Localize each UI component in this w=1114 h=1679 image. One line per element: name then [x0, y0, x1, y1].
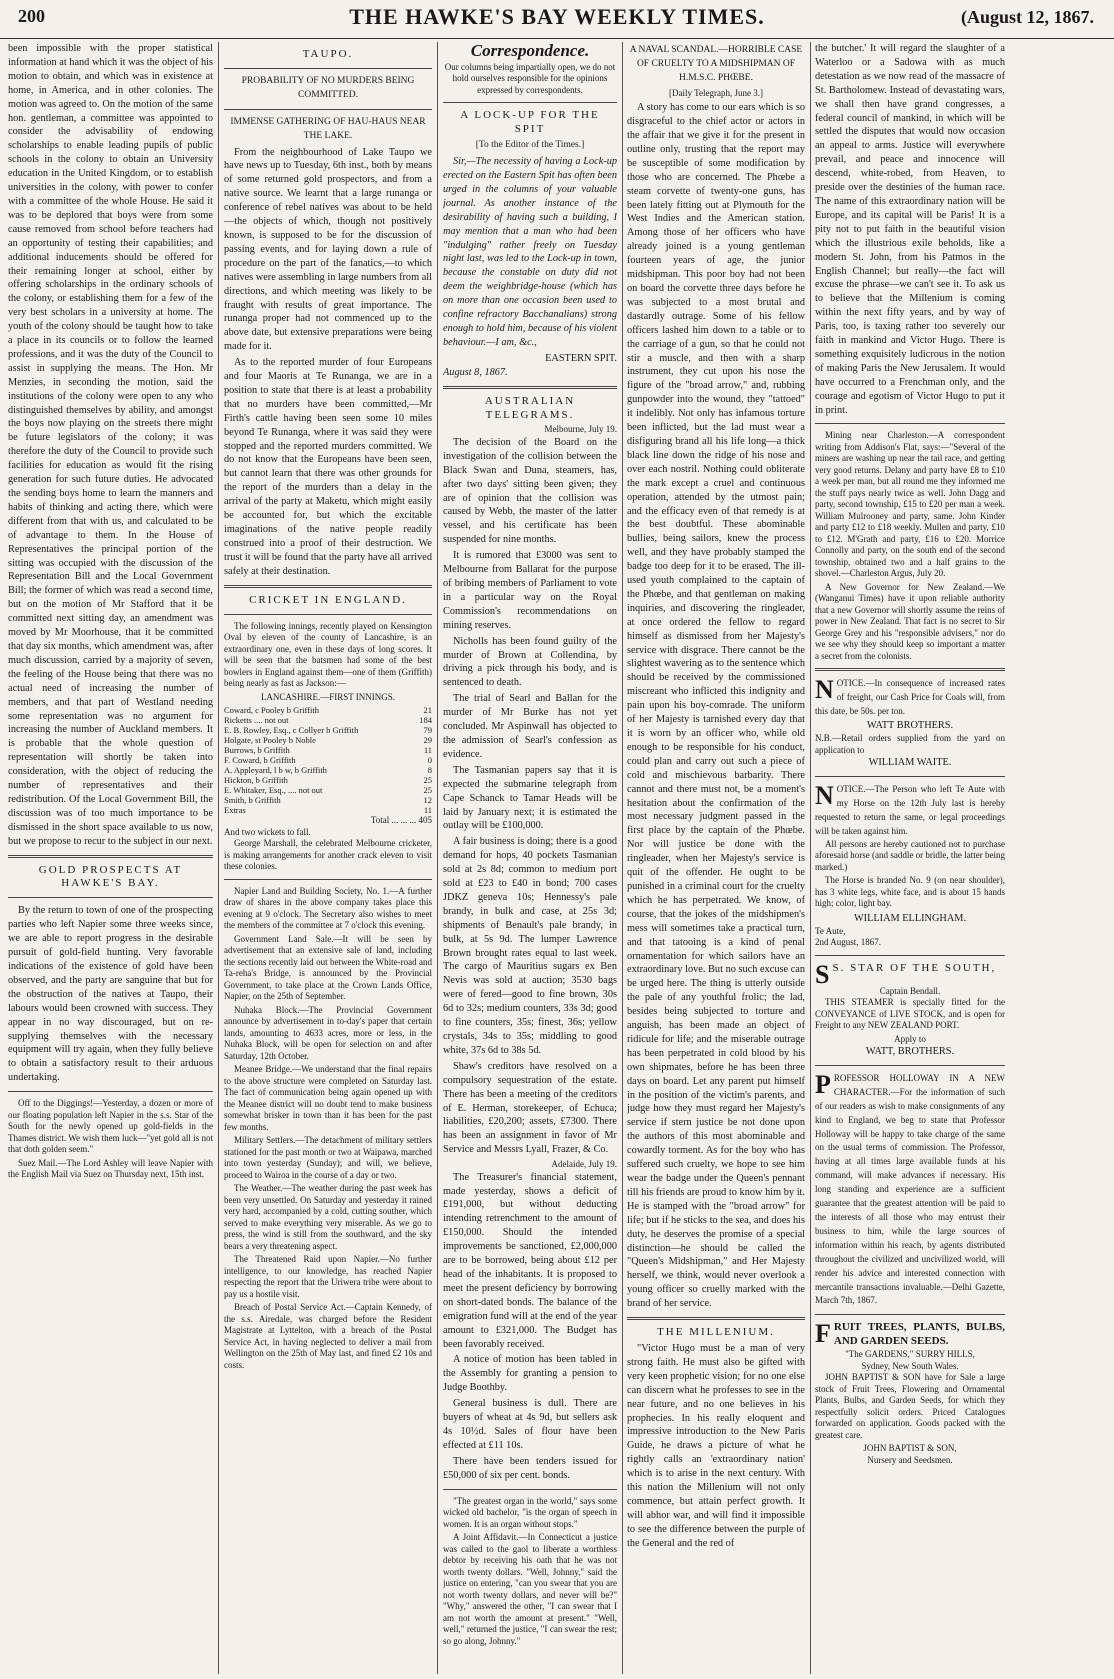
organ-quip: "The greatest organ in the world," says some wicked old bachelor, "is the organ of speech in women. It is an organ without stops."	[443, 1495, 617, 1529]
telegram-paragraph: A fair business is doing; there is a good demand for hops, 40 pockets Tasmanian sold at 2s 8d; common to medium port sold at £23 to £40 in bond; 700 cases JDKZ geneva 10s; Hennessy's pale brandy, in bulk and case, at 25s 3d; shipments of Benault's pale brandy, in bulk, at 5s 9d. The lumper Lawrence Brown brought rates equal to last week. The cargo of Mauritius sugars ex Ben Nevis was sold at auction; 3530 bags were of fered—good to fine brown, 30s 6d to 32s; medium counters, 33s 3d; good to fine counters, 35s; finest, 36s; yellow crystals, 34s to 35s; middling to good white, 37s 6d to 38s 5d.	[443, 836, 617, 1056]
holloway-advert: PROFESSOR HOLLOWAY IN A NEW CHARACTER.—For the information of such of our readers as wish to make consignments of any kind to England, we beg to state that Professor Holloway will be happy to take charge of the same on the usual terms of commission. The Professor, having at all times large available funds at his command, will make advances if necessary. His long standing and experience are a sufficient guarantee that the greatest attention will be paid to the interests of all those who may entrust their business to him, while the large sources of information within his reach, by agents distributed throughout the civilized and uncivilized world, will render his advice and interested connection with mercantile transactions invaluable.—Delhi Gazette, March 7th, 1867.	[815, 1069, 1005, 1306]
taupo-heading: TAUPO.	[302, 48, 354, 60]
table-row: Hickton, b Griffith 25	[224, 775, 432, 786]
table-row: A. Appleyard, l b w, b Griffith 8	[224, 765, 432, 776]
table-row: F. Coward, b Griffith 0	[224, 755, 432, 766]
notice-horse-advert: NOTICE.—The Person who left Te Aute with my Horse on the 12th July last is hereby requested to return the same, or legal proceedings will be taken against him. All persons are hereby cautioned not to purchase aforesaid horse (and saddle or bridle, the latter being marked.) The Horse is branded No. 9 (on near shoulder), has 3 white legs, white face, and is about 15 hands high; color, light bay. WILLIAM ELLINGHAM. Te Aute, 2nd August, 1867.	[815, 781, 1005, 948]
raid-note: The Threatened Raid upon Napier.—No further intelligence, to our knowledge, has reached Napier respecting the report that the Uriwera tribe were about to pay us a hostile visit.	[224, 1254, 432, 1299]
correspondence-note: Our columns being impartially open, we do not hold ourselves responsible for the opinions expressed by correspondents.	[444, 61, 616, 95]
breach-note: Breach of Postal Service Act.—Captain Kennedy, of the s.s. Airedale, was charged before the Resident Magistrate at Lyttelton, with a breach of the Postal Service Act, in having neglected to deliver a mail from Wellington on the 25th of May last, and fined £2 10s and costs.	[224, 1302, 432, 1370]
lockup-signature: EASTERN SPIT.	[545, 352, 617, 364]
notice-coals-advert: NOTICE.—In consequence of increased rates of freight, our Cash Price for Coals will, from this date, be 50s. per ton. WATT BROTHERS. N.B.—Retail orders supplied from the yard on application to WILLIAM WAITE.	[815, 675, 1005, 769]
lockup-body: Sir,—The necessity of having a Lock-up erected on the Eastern Spit has often been urged in the columns of your valuable journal. As another instance of the desirability of having such a building, I may mention that a man who had been "indulging" rather freely on Tuesday night last, was led to the Lock-up in town, because the constable on duty did not deem the weighbridge-house (which has on more than one occasion been used to confine refractory Bacchanalians) strong enough to hold him, because of his violent behaviour.—I am, &c.,	[443, 156, 617, 348]
suez-mail-note: Suez Mail.—The Lord Ashley will leave Napier with the English Mail via Suez on Thursday next, 15th inst.	[8, 1157, 213, 1180]
taupo-body-1: From the neighbourhood of Lake Taupo we have news up to Tuesday, 6th inst., both by means of some returned gold prospectors, and from a native source. We learnt that a large runanga or conference of rebel natives was about to be held—the objects of which, though not positively known, is supposed to be for the discussion of passing events, and for laying down a rule of procedure on the part of the fanatics,—to which natives were assembling in large numbers from all directions, and which meeting was likely to be fraught with results of great importance. The runanga proper had not commenced up to the above date, but extensive preparations were being made for it.	[224, 146, 432, 353]
lockup-date: August 8, 1867.	[443, 366, 508, 378]
column-4	[627, 42, 805, 1674]
taupo-body-2: As to the reported murder of four Europeans and four Maoris at Te Runanga, we are in a position to state that there is at least a probability that no murders have been committed,—Mr Firth's cattle having been seen some 10 miles beyond Te Runanga, where it was said they were stopped and the reported murders committed. We do not know that the Europeans have been seen, but cannot learn that there was other grounds for the report of the murders than a delay in the arrival of the party at Maketu, which might easily be accounted for, but which the excitable imaginations of the native people readily construed into a proof of their destruction. We trust it will be found that the party have all arrived safely at their destination.	[224, 357, 432, 577]
telegram-paragraph: The Treasurer's financial statement, made yesterday, shows a deficit of £191,000, but without deducting intending retrenchment to the amount of £150,000. Should the intended improvements be sanctioned, £2,000,000 are to be borrowed, being about £12 per head of the inhabitants. It is proposed to meet the present deficiency by borrowing on short-dated bonds. The balance of the emigration fund will at the end of the year amount to £321,000. The Budget has been favorably received.	[443, 1171, 617, 1350]
score-total: Total ... ... ... 405	[370, 815, 432, 826]
lockup-heading: A LOCK-UP FOR THE SPIT	[460, 109, 600, 136]
page-number: 200	[18, 6, 45, 26]
table-row: Ricketts .... not out 184	[224, 715, 432, 726]
millenium-body: "Victor Hugo must be a man of very strong faith. He must also be gifted with very keen prophetic vision; for no one else can discern what he professes to see in the near future, and no one believes in his prophecies. In his really eloquent and impressive introduction to the New Paris Guide, he draws a picture of what he rightly calls an 'extraordinary nation' which is to arise in the next century. With this nation the Millenium will not only commence, but attain perfect growth. It will abhor war, and will find it impossible to see the difference between the purple of the General and the red of	[627, 1342, 805, 1549]
fruit-trees-advert: FRUIT TREES, PLANTS, BULBS, AND GARDEN SEEDS. "The GARDENS," SURRY HILLS, Sydney, New South Wales. JOHN BAPTIST & SON have for Sale a large stock of Fruit Trees, Flowering and Ornamental Plants, Bulbs, and Garden Seeds, for which they respectfully solicit orders. Priced Catalogues forwarded on application. Goods packed with the greatest care. JOHN BAPTIST & SON, Nursery and Seedsmen.	[815, 1319, 1005, 1465]
column-rule	[218, 42, 219, 1674]
gov-land-note: Government Land Sale.—It will be seen by advertisement that an extensive sale of land, including the sections recently laid out between the White-road and Ta-reha's Bridge, is announced by the Provincial Government, to take place at the Crown Lands Office, Napier, on the 25th of September.	[224, 933, 432, 1002]
column-rule	[437, 42, 438, 1674]
score-note: And two wickets to fall.	[224, 826, 311, 837]
correspondence-heading: Correspondence.	[470, 42, 590, 60]
naval-scandal-body: A story has come to our ears which is so disgraceful to the chief actor or actors in the affair that we give it for the present in outline only, trusting that the report may be susceptible of some modification by those who are concerned. The Phœbe a steam corvette of twenty-one guns, has been lately fitting out at Plymouth for the West Indies and the American station. Among those of her officers who have already joined is a young gentleman fourteen years of age, the junior midshipman. This poor boy had not been on board the corvette three days before he was subjected to a most brutal and dastardly outrage. Some of his fellow officers lashed him down to a table or to the carriage of a gun, so that he could not stir a muscle, and then with a sharp instrument, they cut upon his nose the figure of the "broad arrow," and, rubbing gunpowder into the wound, they "tattoed" it indelibly. Not only has infamous torture been inflicted, but the lad must wear a disfiguring brand all his life long—a thick black line down the ridge of his nose and over each nostril. Nothing could obliterate the mark except a cruel and continuous operation, attended by the utmost pain; and the efficacy even of that remedy is at the best doubtful. These abominable bullies, being sailors, knew the process well, and they have probably stamped the badge too deep for it to be erased. The ill-used youth complained to the captain of the Phœbe, and that gentleman on making inquiries, and discovering the ringleader, at once ordered the fellow to regard himself as dismissed from her Majesty's service with disgrace. There cannot be the slightest wavering as to the sentence which should be received by the commissioned miscreant who inflicted this indignity and pain upon his boy-comrade. The uniform of her Majesty is tarnished every day that it is worn by an officer who, while old enough to be responsible for his conduct, could plan and carry out such a piece of cold and mischievous barbarity. There cannot and there must not, be a moment's hesitation about the confirmation of the most necessary judgment passed in the first place by the captain of the Phœbe. Nor will justice be done with the ringleader, when her Majesty's service is quit of the offender. He ought to be punished in a criminal court for the cruelty which he has perpetrated. We know, of course, that the jokes of the midshipmen's mess will sometimes take a practical turn, and that tatooing is a kind of penal ornamentation for which sailors have an extraordinary love. But no such excuse can be urged here. The thing is utterly outside the pale of any youthful frolic; the lad, besides being subjected to torture and anguish, has been made an object of ridicule for life; and the miserable outrage has been perpetrated in cold blood by his own shipmates, before he has been three days on board. Let any parent put himself in the position of the victim's parents, and judge how they must regard her Majesty's service if stern justice be not done upon the authors of this most abominable and cowardly torment. As for the boy who has suffered such cruelty, we hope to see him wear the badge under the Queen's pennant till his friends are proud to know him by it. He is stamped with the "broad arrow" for life; but if he sticks to the sea, and does his duty, he deserves the promise of a special distinction—he should be called the "Queen's Midshipman," and Her Majesty herself, we think, would never overlook a young officer so cruelly marked with the brand of her service.	[627, 102, 805, 1310]
governor-note: A New Governor for New Zealand.—We (Wanganui Times) have it upon reliable authority that a new Governor will shortly assume the reins of power in New Zealand. That fact is no secret to Sir George Grey and his "responsible advisers," nor do we see why they should keep so important a matter a secret from the colonists.	[815, 581, 1005, 661]
millenium-continued: the butcher.' It will regard the slaughter of a Waterloo or a Sadowa with as much detestation as we now read of the massacre of St. Bartholomew. Instead of devastating wars, we shall then have grand congresses, a federal council of mankind, in which will be settled the disputes that would now occasion an appeal to arms. Justice will everywhere prevail, and peace and innocence will descend, white-robed, from Heaven, to preside over the destinies of the human race. The name of this extraordinary nation will be Europe, and its capital will be Paris! It is a pity not to put faith in the beautiful vision which the illustrious exile beholds, like a modern St. John, from his Patmos in the English Channel; but really—the fact will excuse the phrase—we can't see it. To ask us to believe that the Millenium is coming within the next fifty years, and by way of Paris, too, is taxing rather too severely our faith in mankind and Victor Hugo. There is something exquisitely ludicrous in the notion of making Paris the New Jerusalem. It would have occurred to a Frenchman only, and the courage and egotism of Victor Hugo to put it in print.	[815, 43, 1005, 416]
military-note: Military Settlers.—The detachment of military settlers stationed for the past month or two at Waipawa, marched into town yesterday (Sunday); and will, we believe, proceed to Wairoa in the course of a day or two.	[224, 1135, 432, 1180]
table-row: Holgate, st Pooley b Noble 29	[224, 735, 432, 746]
table-row: Extras 11	[224, 805, 432, 816]
telegram-paragraph: Shaw's creditors have resolved on a compulsory sequestration of the estate. There has been a meeting of the creditors of E. Herman, storekeeper, of Echuca; liabilities, £20,200; assets, £7300. There has been an assignment in favor of Mr Service and Messrs Lyall, Frazer, & Co.	[443, 1060, 617, 1156]
lockup-to-editor: [To the Editor of the Times.]	[475, 140, 585, 151]
naval-scandal-heading: A NAVAL SCANDAL.—HORRIBLE CASE OF CRUELTY TO A MIDSHIPMAN OF H.M.S.C. PHŒBE.	[629, 45, 803, 83]
marshall-note: George Marshall, the celebrated Melbourne cricketer, is making arrangements for another crack eleven to visit these colonies.	[224, 838, 432, 872]
table-row: Smith, b Griffith 12	[224, 795, 432, 806]
telegram-paragraph: It is rumored that £3000 was sent to Melbourne from Ballarat for the purpose of bribing members of Parliament to vote in a particular way on the Royal Commission's recommendations on mining reserves.	[443, 550, 617, 631]
taupo-subheading-2: IMMENSE GATHERING OF HAU-HAUS NEAR THE LAKE.	[230, 116, 426, 141]
telegram-paragraph: General business is dull. There are buyers of wheat at 4s 9d, but sellers ask 4s 10½d. Sales of flour have been effected at £11 10s.	[443, 1398, 617, 1451]
telegram-paragraph: The decision of the Board on the investigation of the collision between the Black Swan and Duna, steamers, has, after two days' sitting been given; they are of opinion that the collision was caused by Webb, the master of the latter vessel, and his certificate has been suspended for nine months.	[443, 436, 617, 546]
affidavit-anecdote: A Joint Affidavit.—In Connecticut a justice was called to the gaol to liberate a worthless debtor by receiving his oath that he was not worth twenty dollars. "Well, Johnny," said the justice on entering, "can you swear that you are not worth twenty dollars, and never will be?" "Why," answered the other, "I can swear that I am not worth the amount at present." "Well, well," returned the justice, "I can swear the rest; so go along, Johnny."	[443, 1532, 617, 1646]
gold-prospects-body: By the return to town of one of the prospecting parties who left Napier some three weeks since, we are able to report progress in the desirable pursuit of gold-field hunting. Very favorable indications of the existence of gold have been observed, and the party are sanguine that but for the obstruction of the natives at Taupo, their labours would been crowned with success. They appear in no way discouraged, but on re-supplying themselves with the necessary equipment will try again, when they fully believe to obtain a satisfactory result to their arduous undertaking.	[8, 905, 213, 1084]
naval-source: [Daily Telegraph, June 3.]	[669, 87, 763, 98]
masthead	[0, 0, 1114, 39]
melbourne-dateline: Melbourne, July 19.	[544, 424, 617, 435]
diggings-note: Off to the Diggings!—Yesterday, a dozen or more of our floating population left Napier in the s.s. Star of the South for the newly opened up gold-fields in the Thames district. We wish them luck—"yet gold all is not that doth golden seem."	[8, 1098, 213, 1155]
taupo-subheading-1: PROBABILITY OF NO MURDERS BEING COMMITTED.	[241, 75, 415, 100]
column-5	[815, 42, 1005, 1674]
telegram-paragraph: The trial of Searl and Ballan for the murder of Mr Burke has not yet concluded. Mr Aspinwall has objected to the admission of Searl's confession as evidence.	[443, 693, 617, 760]
council-report: been impossible with the proper statistical information at hand which it was the object of his motion to obtain, and which was in existence at home, in America, and in other colonies. The motion was agreed to. On the motion of the same hon. gentleman, a committee was appointed to consider the advisability of endowing scholarships to enable leading pupils of public schools in the colony to obtain an University education in the United Kingdom, or to establish universities in the colony, with power to confer with a committee of the whole House. He said it was to be deplored that boys were from some cause removed from school before teachers had an opportunity of testing their capabilities; and additional inducements should be offered for their remaining longer at school, either by offering scholarships in the ordinary schools of the colony, or establishing them for a few of the very best scholars in a university at home. The youth of the colony should be taught how to take a place in its councils or to follow the learned professions, and it was the duty of the Council to assist in supplying the means. The Hon. Mr Menzies, in seconding the motion, said the institutions of the colony were open to any who distinguished themselves by ability, and amongst the boys now playing on the streets there might be future legislators of the colony; it was therefore the duty of the Council to provide such facilities for education as would fit the rising generation for such future duties. He advocated the sending boys home to learn the manners and habits of thinking and acting there, which were different from that with us, and calculated to be of advantage to them. In the House of Representatives the principal portion of the sitting was occupied with the discussion of the Representation Bill and the Local Government Bill; the former of which was read a second time, but on the motion of Mr Stafford that it be committed next sitting day, an amendment was moved by Mr Moorhouse, that it be committed that day six months, which amendment was, after much discussion, carried by a majority of seven, the feeling of the House being that there was no actual need of increasing the number of members, and that part of Westland needing some representation was no argument for increasing the number of Auckland members. It is probable that the whole question of representation will shortly be taken into consideration, with the object of reducing the number of representatives and their redistribution. Of the Local Government Bill, the discussion was of too much importance to be dismissed in the short space available to us now, but we propose to recur to the subject in our next.	[8, 43, 213, 847]
napier-land-note: Napier Land and Building Society, No. 1.—A further draw of shares in the above company takes place this evening at 9 o'clock. The Secretary also wishes to meet the members of the committee at 7 o'clock this evening.	[224, 885, 432, 931]
steamer-advert: S S. STAR OF THE SOUTH, Captain Bendall. THIS STEAMER is specially fitted for the CONVEYANCE of LIVE STOCK, and is open for Freight to any NEW ZEALAND PORT. Apply to WATT, BROTHERS.	[815, 959, 1005, 1058]
issue-date: (August 12, 1867.	[960, 7, 1094, 27]
telegram-paragraph: There have been tenders issued for £50,000 of six per cent. bonds.	[443, 1455, 617, 1481]
column-2	[224, 42, 432, 1674]
column-rule	[622, 42, 623, 1674]
cricket-body: The following innings, recently played on Kensington Oval by eleven of the county of Lancashire, is an extraordinary one, even in these days of long scores. It will be seen that the batsmen had some of the best bowlers in England against them—one of them (Griffith) being nearly as fast as Jackson:—	[224, 620, 432, 689]
table-row: E. B. Rowley, Esq., c Collyer b Griffith 79	[224, 725, 432, 736]
column-1	[8, 42, 213, 1674]
millenium-heading: THE MILLENIUM.	[657, 1326, 775, 1339]
table-row: Burrows, b Griffith 11	[224, 745, 432, 756]
gold-prospects-heading: GOLD PROSPECTS AT HAWKE'S BAY.	[38, 863, 183, 890]
table-row: Coward, c Pooley b Griffith 21	[224, 705, 432, 716]
adelaide-dateline: Adelaide, July 19.	[551, 1159, 617, 1170]
scorecard-table	[224, 705, 432, 815]
column-rule	[810, 42, 811, 1674]
meanee-note: Meanee Bridge.—We understand that the final repairs to the above structure were completed on Saturday last. The fact of communication being again opened up with the Meanee district will no doubt tend to make business somewhat brisker in town than it has been for the past few months.	[224, 1064, 432, 1132]
table-row: E. Whitaker, Esq., .... not out 25	[224, 785, 432, 796]
cricket-heading: CRICKET IN ENGLAND.	[249, 593, 407, 606]
column-3	[443, 42, 617, 1674]
mining-note: Mining near Charleston.—A correspondent writing from Addison's Flat, says:—"Several of the miners are washing up near the tail race, and getting very good returns. Delany and party have £8 to £10 a week per man, but all round me they informed me the stuff pays nearly twice as well. John Dagg and party, second township, £15 to £20 per man a week. William Mulrooney and party, same. John Kinder and party £12 to £18 weekly. Mullen and party, £10 to £12. M'Grath and party, £16 to £20. Morrice Connolly and party, on the south end of the second township, obtained two and a half grains to the shovel.—Charleston Argus, July 20.	[815, 430, 1005, 579]
telegram-paragraph: The Tasmanian papers say that it is expected the submarine telegraph from Cape Schanck to Tamar Heads will be laid by January next; it is estimated the outlay will be £100,000.	[443, 764, 617, 832]
newspaper-title: THE HAWKE'S BAY WEEKLY TIMES.	[349, 4, 765, 29]
weather-note: The Weather.—The weather during the past week has been very unsettled. On Saturday and yesterday it rained very hard, accompanied by a cold, cutting souther, which served to make everything very miserable. As we go to press, the wind is still from the southward, and the sky bears a very threatening aspect.	[224, 1183, 432, 1251]
australian-telegrams-heading: AUSTRALIAN TELEGRAMS.	[484, 394, 576, 421]
nuhaka-note: Nuhaka Block.—The Provincial Government announce by advertisement in to-day's paper that certain lands, amounting to 4633 acres, more or less, in the Nuhaka Block, will be open for selection on and after Saturday, 12th October.	[224, 1004, 432, 1061]
telegram-paragraph: Nicholls has been found guilty of the murder of Brown at Collendina, by driving a pick through his body, and is sentenced to death.	[443, 635, 617, 689]
telegram-paragraph: A notice of motion has been tabled in the Assembly for granting a pension to Judge Boothby.	[443, 1354, 617, 1394]
score-heading: LANCASHIRE.—FIRST INNINGS.	[260, 691, 396, 702]
